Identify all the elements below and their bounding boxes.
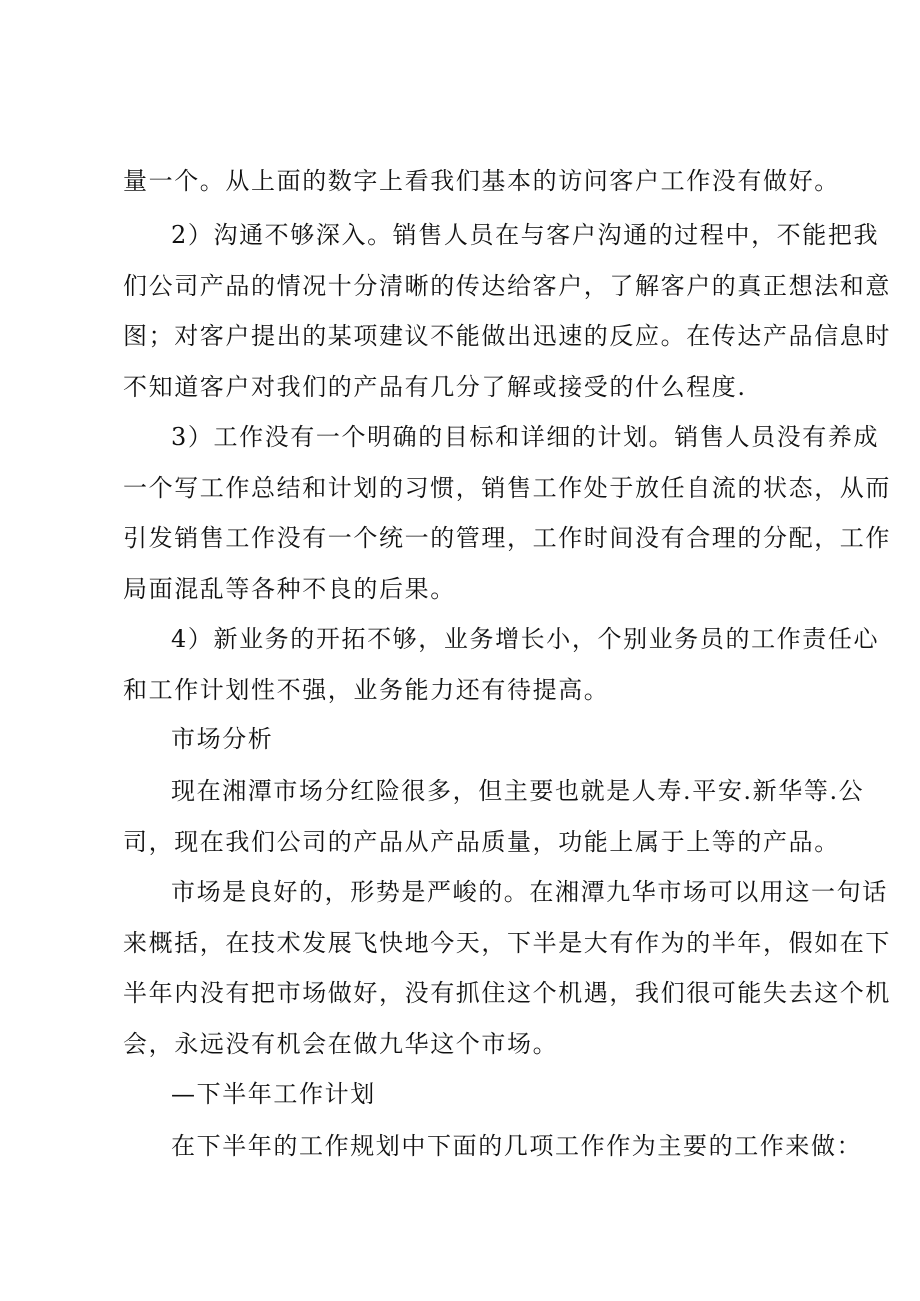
text-line: 不知道客户对我们的产品有几分了解或接受的什么程度. [123, 372, 747, 401]
text-line: 市场分析 [171, 725, 274, 753]
heading-second-half-plan [123, 1069, 823, 1120]
text-line: 一个写工作总结和计划的习惯，销售工作处于放任自流的状态，从而 [123, 473, 891, 502]
paragraph-plan-intro [123, 1121, 863, 1172]
paragraph-no-plan [123, 412, 891, 614]
text-line: 来概括，在技术发展飞快地今天，下半是大有作为的半年，假如在下 [123, 928, 891, 957]
paragraph-market-outlook [123, 867, 891, 1069]
text-line: 半年内没有把市场做好，没有抓住这个机遇，我们很可能失去这个机 [123, 979, 891, 1007]
text-line: 会，永远没有机会在做九华这个市场。 [123, 1029, 559, 1058]
paragraph-communication [123, 210, 891, 412]
text-line: 引发销售工作没有一个统一的管理，工作时间没有合理的分配，工作 [123, 524, 891, 552]
text-line: 司，现在我们公司的产品从产品质量，功能上属于上等的产品。 [123, 827, 840, 856]
paragraph-visit-summary [123, 156, 840, 207]
text-line: 量一个。从上面的数字上看我们基本的访问客户工作没有做好。 [123, 167, 840, 195]
text-line: 局面混乱等各种不良的后果。 [123, 574, 456, 603]
text-line: —下半年工作计划 [171, 1080, 376, 1108]
text-line: 在下半年的工作规划中下面的几项工作作为主要的工作来做： [171, 1132, 863, 1160]
text-line: 和工作计划性不强，业务能力还有待提高。 [123, 675, 610, 704]
text-line: 图；对客户提出的某项建议不能做出迅速的反应。在传达产品信息时 [123, 322, 891, 350]
paragraph-new-business [123, 614, 880, 715]
text-line: 现在湘潭市场分红险很多，但主要也就是人寿.平安.新华等.公 [171, 777, 865, 805]
text-line: 们公司产品的情况十分清晰的传达给客户，了解客户的真正想法和意 [123, 271, 891, 300]
text-line: 4）新业务的开拓不够，业务增长小，个别业务员的工作责任心 [171, 625, 880, 653]
heading-market-analysis [123, 714, 823, 765]
text-line: 3）工作没有一个明确的目标和详细的计划。销售人员没有养成 [171, 423, 880, 451]
text-line: 市场是良好的，形势是严峻的。在湘潭九华市场可以用这一句话 [171, 878, 888, 906]
paragraph-xiangtan-market [123, 766, 865, 867]
text-line: 2）沟通不够深入。销售人员在与客户沟通的过程中，不能把我 [171, 221, 880, 249]
